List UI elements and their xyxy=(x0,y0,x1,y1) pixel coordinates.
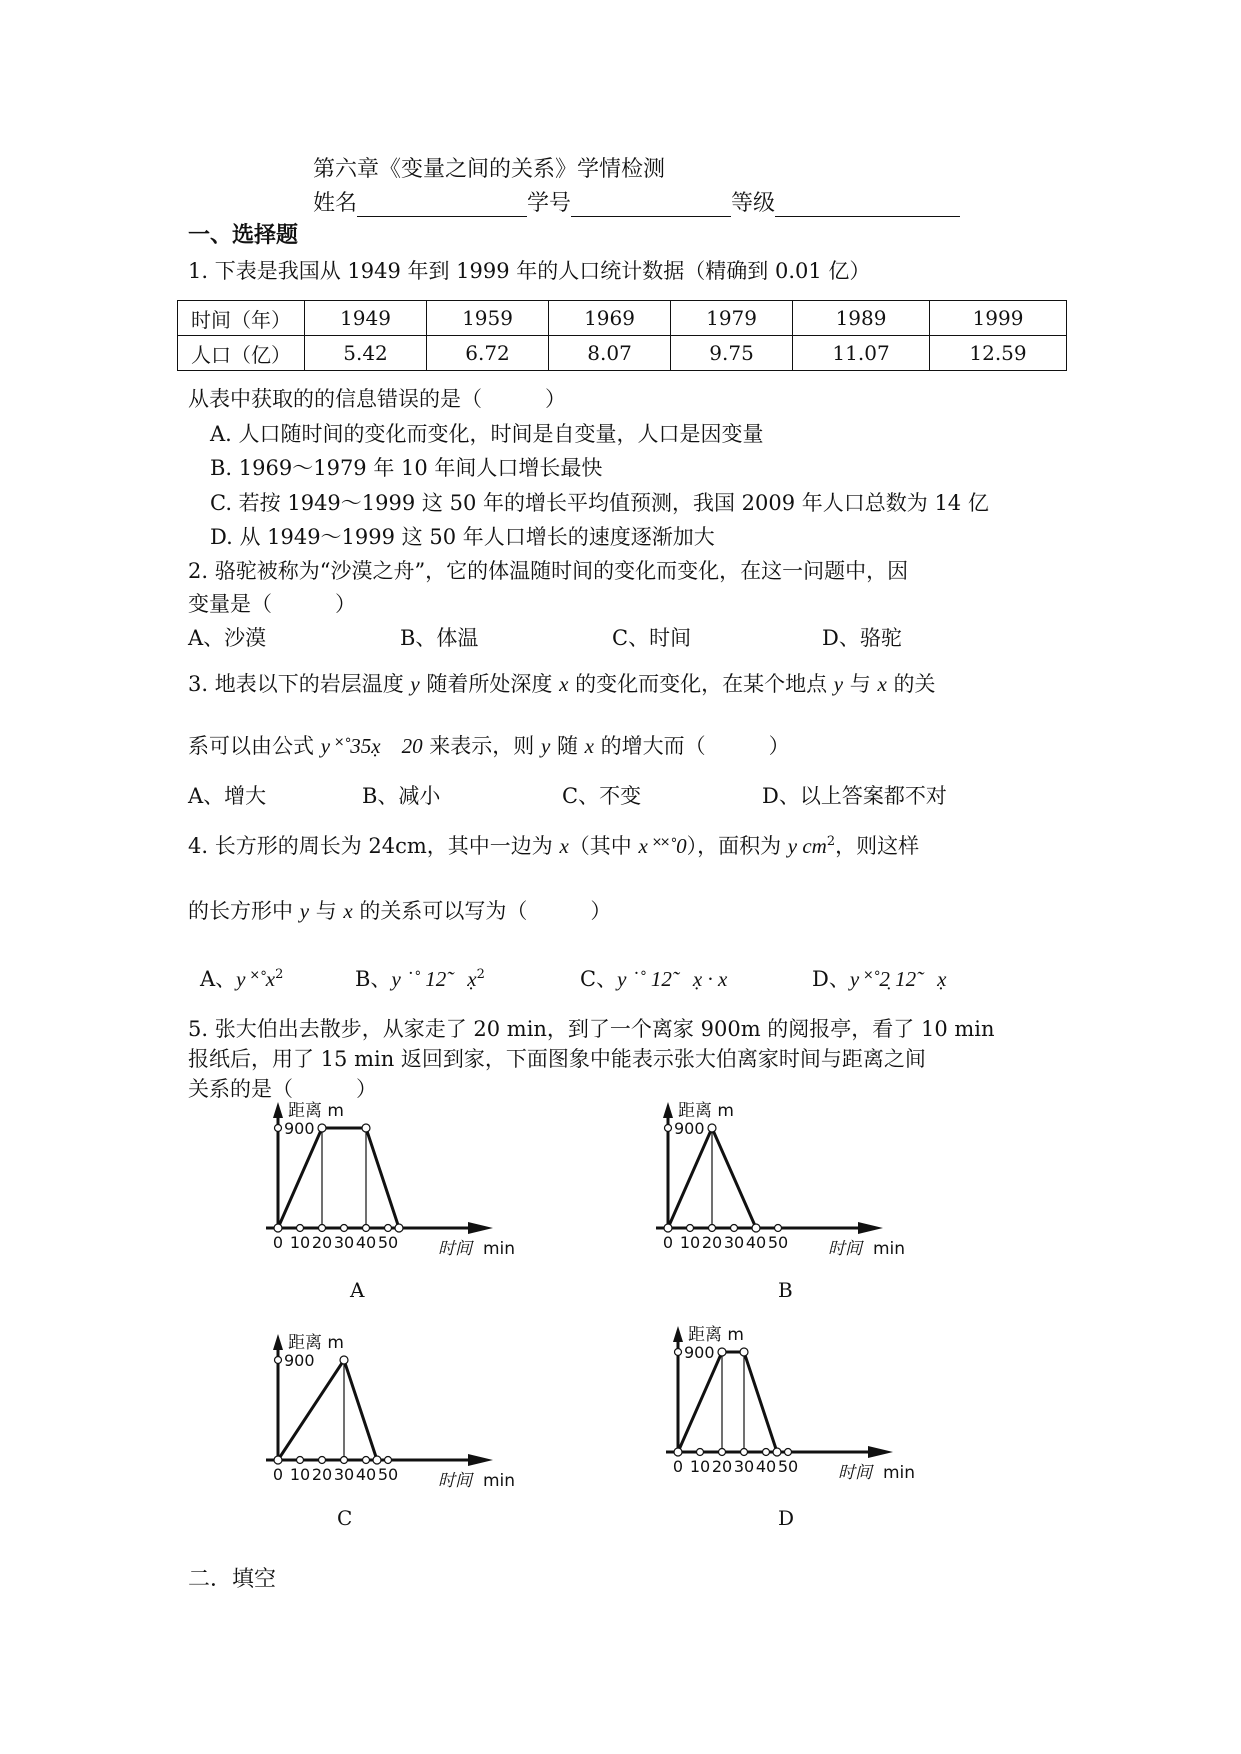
x-tick-label: 40 xyxy=(755,1457,777,1476)
x-axis-unit: min xyxy=(483,1239,516,1259)
text: 的变化而变化，在某个地点 xyxy=(568,672,834,696)
graph-c xyxy=(250,1330,580,1530)
x-tick-label: 10 xyxy=(289,1233,311,1252)
x-tick-label: 20 xyxy=(311,1233,333,1252)
x-axis-label: 时间 xyxy=(838,1463,872,1483)
q2-option-a[interactable]: A、沙漠 xyxy=(188,626,267,650)
superscript: 2 xyxy=(476,967,485,982)
x-axis-unit: min xyxy=(883,1463,916,1483)
x-tick-marker xyxy=(319,1457,326,1464)
x-tick-label: 30 xyxy=(333,1233,355,1252)
text: 的长方形中 xyxy=(188,899,300,923)
x-tick-marker xyxy=(697,1449,704,1456)
section-heading-choice: 一、选择题 xyxy=(188,223,299,248)
var-y: y xyxy=(410,672,420,696)
x-axis-label: 时间 xyxy=(438,1239,472,1259)
graph-b xyxy=(640,1098,970,1298)
x-tick-label: 10 xyxy=(679,1233,701,1252)
table-cell: 1999 xyxy=(930,301,1067,336)
x-tick-label: 10 xyxy=(689,1457,711,1476)
x-tick-label: 30 xyxy=(723,1233,745,1252)
q5-line2: 报纸后，用了 15 min 返回到家，下面图象中能表示张大伯离家时间与距离之间 xyxy=(188,1047,926,1071)
name-blank[interactable] xyxy=(357,194,527,217)
x-axis-unit: min xyxy=(483,1471,516,1491)
text: 随着所处深度 xyxy=(419,672,560,696)
y-tick-label: 900 xyxy=(284,1351,315,1370)
x-tick-marker xyxy=(763,1449,770,1456)
var-y: y xyxy=(540,734,551,758)
q4-line2 xyxy=(188,895,611,925)
graph-b-letter[interactable]: B xyxy=(778,1278,793,1302)
condition: x ˟˟˚0 xyxy=(638,834,687,858)
q3-option-d[interactable]: D、以上答案都不对 xyxy=(762,784,947,808)
q2-option-c[interactable]: C、时间 xyxy=(612,626,692,650)
data-point xyxy=(718,1348,726,1356)
data-point xyxy=(664,1224,672,1232)
var-x: x xyxy=(559,672,569,696)
x-tick-label: 30 xyxy=(733,1457,755,1476)
x-tick-label: 20 xyxy=(311,1465,333,1484)
x-tick-marker xyxy=(363,1225,370,1232)
x-tick-marker xyxy=(297,1225,304,1232)
q1-option-d[interactable]: D. 从 1949～1999 这 50 年人口增长的速度逐渐加大 xyxy=(210,525,715,549)
q2-line1: 2. 骆驼被称为“沙漠之舟”，它的体温随时间的变化而变化，在这一问题中，因 xyxy=(188,559,909,583)
q5-line3: 关系的是（ ） xyxy=(188,1077,377,1101)
data-point xyxy=(740,1348,748,1356)
q1-option-b[interactable]: B. 1969～1979 年 10 年间人口增长最快 xyxy=(210,456,603,480)
text: 4. 长方形的周长为 24cm，其中一边为 xyxy=(188,834,560,858)
y-axis-label: 距离 m xyxy=(288,1333,344,1353)
text: 与 xyxy=(309,899,344,923)
table-row-year xyxy=(178,301,1067,336)
option-expr: y ˙˚ 12̃ x̣ xyxy=(391,967,477,991)
data-point xyxy=(373,1456,381,1464)
x-tick-label: 0 xyxy=(272,1465,284,1484)
q2-line2: 变量是（ ） xyxy=(188,592,356,616)
grade-blank[interactable] xyxy=(775,194,960,217)
x-axis-label: 时间 xyxy=(828,1239,862,1259)
table-cell: 6.72 xyxy=(427,336,549,371)
x-tick-marker xyxy=(341,1457,348,1464)
id-blank[interactable] xyxy=(571,194,731,217)
x-tick-label: 50 xyxy=(377,1465,399,1484)
text: 与 xyxy=(843,672,878,696)
page-title: 第六章《变量之间的关系》学情检测 xyxy=(313,157,666,182)
x-tick-marker xyxy=(385,1457,392,1464)
q5-line1: 5. 张大伯出去散步，从家走了 20 min，到了一个离家 900m 的阅报亭，看了 10 min xyxy=(188,1017,995,1041)
x-axis-arrow xyxy=(468,1222,493,1234)
superscript: 2 xyxy=(826,834,836,849)
x-tick-label: 40 xyxy=(355,1233,377,1252)
y-tick-marker xyxy=(675,1349,682,1356)
name-label: 姓名 xyxy=(313,191,358,216)
x-axis-unit: min xyxy=(873,1239,906,1259)
data-point xyxy=(318,1124,326,1132)
option-expr: y ˟˚x xyxy=(236,967,276,991)
y-axis-arrow xyxy=(273,1334,283,1350)
data-point xyxy=(274,1456,282,1464)
x-tick-marker xyxy=(719,1449,726,1456)
x-tick-marker xyxy=(341,1225,348,1232)
graph-d-letter[interactable]: D xyxy=(778,1506,795,1530)
population-table xyxy=(177,300,1067,371)
x-axis-arrow xyxy=(868,1446,893,1458)
data-point xyxy=(773,1448,781,1456)
data-point xyxy=(395,1224,403,1232)
x-tick-label: 30 xyxy=(333,1465,355,1484)
x-tick-marker xyxy=(785,1449,792,1456)
data-point xyxy=(708,1124,716,1132)
x-tick-label: 20 xyxy=(711,1457,733,1476)
q3-line1 xyxy=(188,668,935,698)
table-cell: 5.42 xyxy=(305,336,427,371)
y-axis-label: 距离 m xyxy=(688,1325,744,1345)
x-tick-label: 0 xyxy=(272,1233,284,1252)
table-cell: 12.59 xyxy=(930,336,1067,371)
student-info-line xyxy=(313,186,960,217)
x-tick-marker xyxy=(297,1457,304,1464)
q2-option-d[interactable]: D、骆驼 xyxy=(822,626,902,650)
x-tick-marker xyxy=(741,1449,748,1456)
q4-option-a[interactable] xyxy=(200,963,283,993)
distance-time-line xyxy=(678,1352,777,1452)
text: 来表示，则 xyxy=(422,734,541,758)
x-tick-marker xyxy=(363,1457,370,1464)
option-label: D、 xyxy=(812,967,850,991)
x-tick-label: 50 xyxy=(767,1233,789,1252)
y-tick-marker xyxy=(275,1125,282,1132)
graph-c-letter[interactable]: C xyxy=(337,1506,353,1530)
distance-time-line xyxy=(278,1128,399,1228)
var-x: x xyxy=(877,672,887,696)
x-tick-label: 10 xyxy=(289,1465,311,1484)
option-label: B、 xyxy=(355,967,392,991)
data-point xyxy=(674,1448,682,1456)
q1-option-c[interactable]: C. 若按 1949～1999 这 50 年的增长平均值预测，我国 2009 年人口总数为 14 亿 xyxy=(210,491,989,515)
x-tick-label: 20 xyxy=(701,1233,723,1252)
grade-label: 等级 xyxy=(731,191,776,216)
x-tick-marker xyxy=(775,1225,782,1232)
q3-option-c[interactable]: C、不变 xyxy=(562,784,642,808)
x-tick-marker xyxy=(731,1225,738,1232)
q1-stem: 1. 下表是我国从 1949 年到 1999 年的人口统计数据（精确到 0.01 亿） xyxy=(188,259,871,283)
section-heading-fill: 二．填空 xyxy=(188,1567,277,1592)
x-axis-label: 时间 xyxy=(438,1471,472,1491)
data-point xyxy=(274,1224,282,1232)
x-axis-arrow xyxy=(468,1454,493,1466)
row-label-year: 时间（年） xyxy=(178,301,305,336)
text: （其中 xyxy=(568,834,639,858)
q4-line1 xyxy=(188,830,919,860)
q1-option-a[interactable]: A. 人口随时间的变化而变化，时间是自变量，人口是因变量 xyxy=(210,422,764,446)
graph-a xyxy=(250,1098,580,1298)
table-cell: 1949 xyxy=(305,301,427,336)
x-tick-marker xyxy=(385,1225,392,1232)
data-point xyxy=(752,1224,760,1232)
data-point xyxy=(362,1124,370,1132)
q2-option-b[interactable]: B、体温 xyxy=(400,626,479,650)
text: 系可以由公式 xyxy=(188,734,321,758)
superscript: 2 xyxy=(275,967,284,982)
y-axis-label: 距离 m xyxy=(678,1101,734,1121)
table-cell: 9.75 xyxy=(671,336,793,371)
q3-option-a[interactable]: A、增大 xyxy=(188,784,267,808)
y-axis-arrow xyxy=(273,1102,283,1118)
var-x: x xyxy=(343,899,353,923)
graph-d xyxy=(650,1322,1010,1532)
text: 随 xyxy=(550,734,585,758)
x-tick-marker xyxy=(709,1225,716,1232)
option-expr: y ˟˚2̣ 12̃ x̣ xyxy=(849,967,947,991)
x-tick-marker xyxy=(319,1225,326,1232)
q3-line2 xyxy=(188,730,790,760)
table-cell: 1979 xyxy=(671,301,793,336)
text: 的关系可以写为（ ） xyxy=(352,899,612,923)
text: 的关 xyxy=(886,672,936,696)
q4-option-b[interactable] xyxy=(355,963,485,993)
var-y: y xyxy=(833,672,844,696)
var-x: x xyxy=(584,734,594,758)
q1-prompt: 从表中获取的的信息错误的是（ ） xyxy=(188,387,566,411)
data-point xyxy=(340,1356,348,1364)
x-tick-label: 0 xyxy=(662,1233,674,1252)
table-cell: 1959 xyxy=(427,301,549,336)
x-tick-label: 40 xyxy=(355,1465,377,1484)
table-cell: 1969 xyxy=(549,301,671,336)
x-axis-arrow xyxy=(858,1222,883,1234)
var-x: x xyxy=(559,834,569,858)
x-tick-label: 40 xyxy=(745,1233,767,1252)
formula: y ˟˚35x̣ 20 xyxy=(320,734,423,758)
table-row-population xyxy=(178,336,1067,371)
option-label: A、 xyxy=(200,967,237,991)
area-unit: y cm xyxy=(787,834,827,858)
option-expr: y ˙˚ 12̃ x̣ · x xyxy=(617,967,728,991)
text: ），面积为 xyxy=(686,834,788,858)
y-tick-label: 900 xyxy=(674,1119,705,1138)
table-cell: 1989 xyxy=(793,301,930,336)
y-axis-label: 距离 m xyxy=(288,1101,344,1121)
text: 的增大而（ ） xyxy=(593,734,790,758)
x-tick-label: 0 xyxy=(672,1457,684,1476)
graph-a-letter[interactable]: A xyxy=(350,1278,365,1302)
x-tick-label: 50 xyxy=(377,1233,399,1252)
id-label: 学号 xyxy=(527,191,572,216)
var-y: y xyxy=(299,899,310,923)
y-axis-arrow xyxy=(663,1102,673,1118)
y-tick-label: 900 xyxy=(284,1119,315,1138)
option-label: C、 xyxy=(580,967,618,991)
x-tick-marker xyxy=(687,1225,694,1232)
distance-time-line xyxy=(278,1360,377,1460)
row-label-population: 人口（亿） xyxy=(178,336,305,371)
q3-option-b[interactable]: B、减小 xyxy=(362,784,441,808)
q4-option-c[interactable] xyxy=(580,963,727,993)
y-tick-marker xyxy=(665,1125,672,1132)
q4-option-d[interactable] xyxy=(812,963,947,993)
text: ，则这样 xyxy=(835,834,920,858)
y-axis-arrow xyxy=(673,1326,683,1342)
table-cell: 8.07 xyxy=(549,336,671,371)
y-tick-marker xyxy=(275,1357,282,1364)
text: 3. 地表以下的岩层温度 xyxy=(188,672,411,696)
table-cell: 11.07 xyxy=(793,336,930,371)
y-tick-label: 900 xyxy=(684,1343,715,1362)
x-tick-label: 50 xyxy=(777,1457,799,1476)
